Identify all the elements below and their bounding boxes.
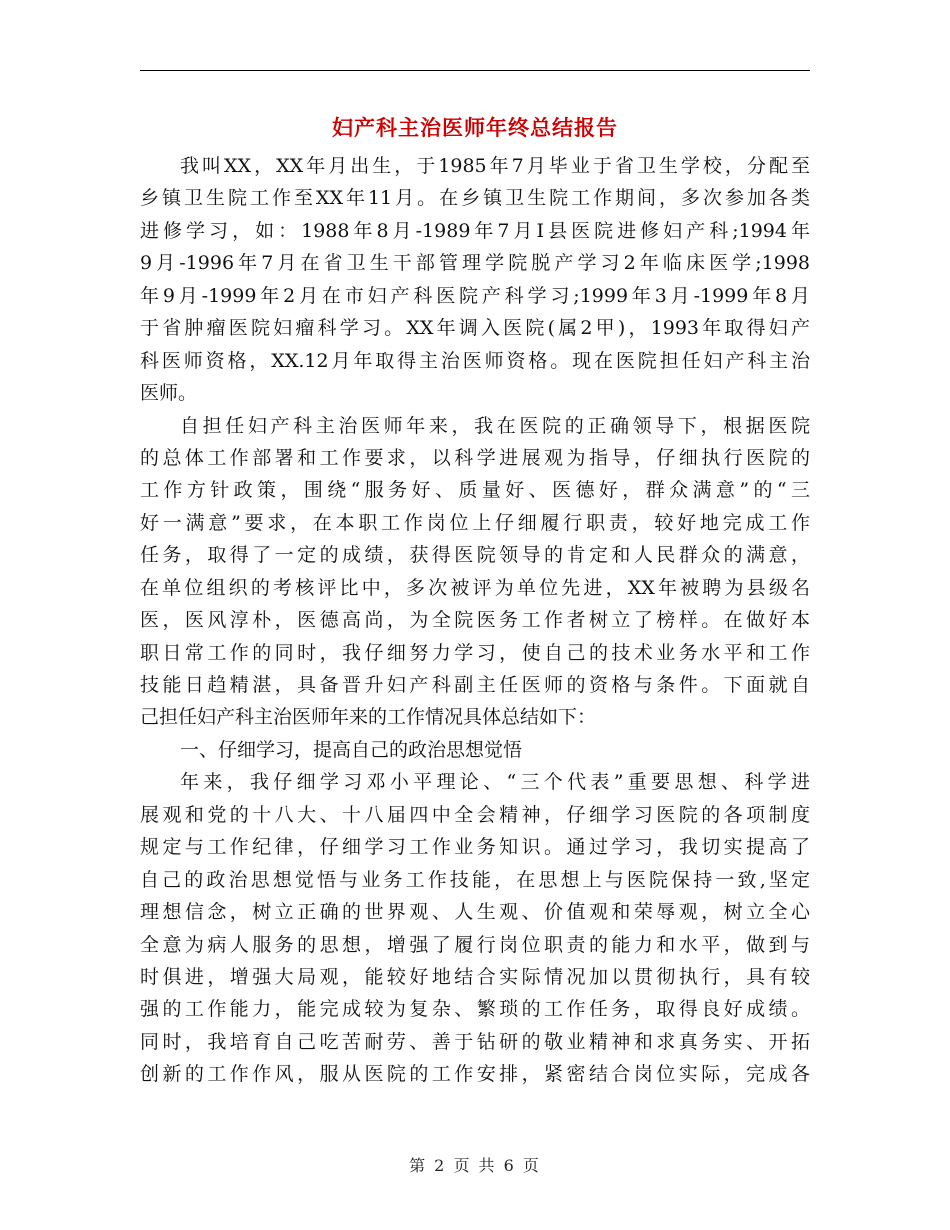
text-line: 自担任妇产科主治医师年来，我在医院的正确领导下，根据医院 [180, 414, 810, 437]
header-rule [140, 70, 810, 71]
text-line: 己担任妇产科主治医师年来的工作情况具体总结如下： [140, 706, 597, 729]
text-line: 的总体工作部署和工作要求，以科学进展观为指导，仔细执行医院的 [140, 446, 810, 469]
text-line: 年来，我仔细学习邓小平理论、“三个代表”重要思想、科学进 [180, 771, 810, 794]
page-footer: 第 2 页 共 6 页 [409, 1156, 541, 1175]
text-line: 展观和党的十八大、十八届四中全会精神，仔细学习医院的各项制度 [140, 803, 810, 826]
text-line: 自己的政治思想觉悟与业务工作技能，在思想上与医院保持一致,坚定 [140, 868, 810, 891]
text-line: 任务，取得了一定的成绩，获得医院领导的肯定和人民群众的满意， [140, 544, 810, 567]
text-line: 职日常工作的同时，我仔细努力学习，使自己的技术业务水平和工作 [140, 641, 810, 664]
text-line: 全意为病人服务的思想，增强了履行岗位职责的能力和水平，做到与 [140, 933, 810, 956]
text-line: 9月-1996年7月在省卫生干部管理学院脱产学习2年临床医学;1998 [140, 252, 810, 275]
text-line: 创新的工作作风，服从医院的工作安排，紧密结合岗位实际，完成各 [140, 1063, 810, 1086]
text-line: 时俱进，增强大局观，能较好地结合实际情况加以贯彻执行，具有较 [140, 965, 810, 988]
text-line: 规定与工作纪律，仔细学习工作业务知识。通过学习，我切实提高了 [140, 836, 810, 859]
text-line: 我叫XX，XX年月出生，于1985年7月毕业于省卫生学校，分配至 [180, 155, 810, 177]
text-line: 技能日趋精湛，具备晋升妇产科副主任医师的资格与条件。下面就自 [140, 674, 810, 696]
text-line: 乡镇卫生院工作至XX年11月。在乡镇卫生院工作期间，多次参加各类 [140, 187, 810, 210]
text-line: 一、仔细学习，提高自己的政治思想觉悟 [180, 738, 523, 761]
document-title: 妇产科主治医师年终总结报告 [332, 115, 618, 140]
text-line: 好一满意”要求，在本职工作岗位上仔细履行职责，较好地完成工作 [140, 511, 810, 534]
text-line: 于省肿瘤医院妇瘤科学习。XX年调入医院(属2甲)，1993年取得妇产 [140, 317, 810, 340]
text-line: 科医师资格，XX.12月年取得主治医师资格。现在医院担任妇产科主治 [140, 349, 810, 372]
text-line: 同时，我培育自己吃苦耐劳、善于钻研的敬业精神和求真务实、开拓 [140, 1030, 810, 1053]
text-line: 年9月-1999年2月在市妇产科医院产科学习;1999年3月-1999年8月 [140, 284, 810, 307]
text-line: 在单位组织的考核评比中，多次被评为单位先进，XX年被聘为县级名 [140, 576, 810, 599]
text-line: 理想信念，树立正确的世界观、人生观、价值观和荣辱观，树立全心 [140, 901, 810, 924]
text-line: 进修学习，如：1988年8月-1989年7月Ⅰ县医院进修妇产科;1994年 [140, 219, 810, 242]
text-line: 医，医风淳朴，医德高尚，为全院医务工作者树立了榜样。在做好本 [140, 609, 810, 632]
text-line: 工作方针政策，围绕“服务好、质量好、医德好，群众满意”的“三 [140, 479, 810, 502]
text-line: 医师。 [140, 382, 198, 405]
document-body [140, 150, 810, 1091]
text-line: 强的工作能力，能完成较为复杂、繁琐的工作任务，取得良好成绩。 [140, 998, 810, 1021]
